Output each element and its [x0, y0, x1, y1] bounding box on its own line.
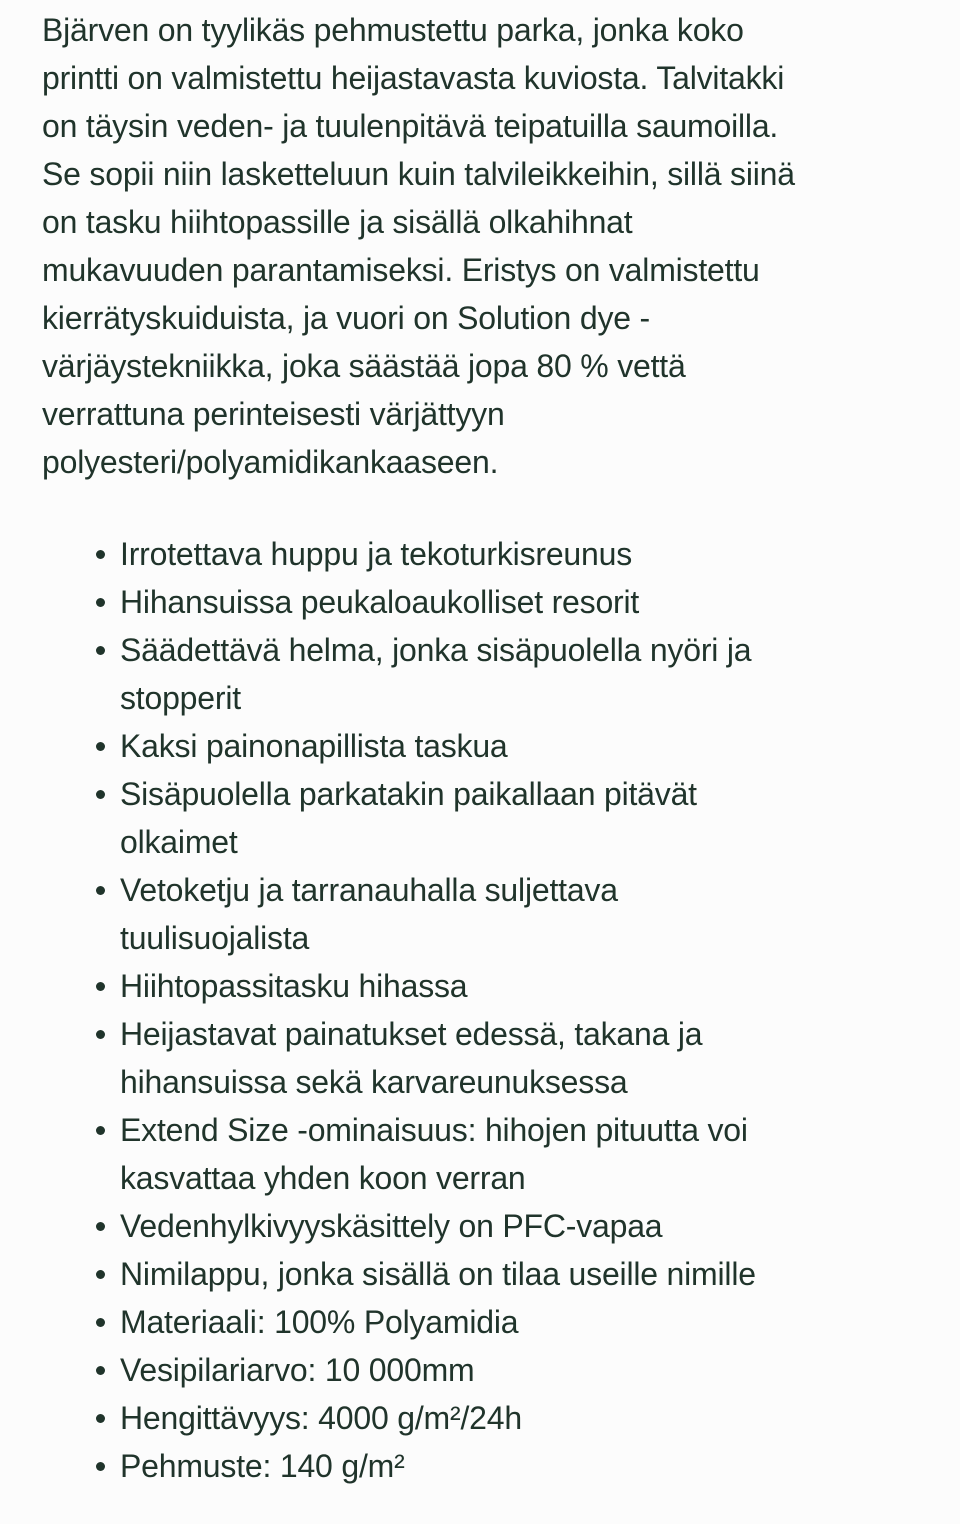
bullet-icon	[96, 1126, 105, 1135]
feature-text: Vedenhylkivyyskäsittely on PFC-vapaa	[120, 1208, 663, 1244]
bullet-icon	[96, 982, 105, 991]
feature-item	[42, 962, 800, 1010]
feature-text: Pehmuste: 140 g/m²	[120, 1448, 405, 1484]
feature-text: Heijastavat painatukset edessä, takana ja hihansuissa sekä karvareunuksessa	[120, 1016, 703, 1100]
bullet-icon	[96, 598, 105, 607]
bullet-icon	[96, 1030, 105, 1039]
description-paragraph	[42, 6, 912, 486]
feature-text: Säädettävä helma, jonka sisäpuolella nyöri ja stopperit	[120, 632, 752, 716]
bullet-icon	[96, 1414, 105, 1423]
feature-text: Kaksi painonapillista taskua	[120, 728, 508, 764]
bullet-icon	[96, 1318, 105, 1327]
feature-item	[42, 578, 800, 626]
feature-item	[42, 626, 800, 722]
feature-text: Hihansuissa peukaloaukolliset resorit	[120, 584, 640, 620]
feature-text: Vesipilariarvo: 10 000mm	[120, 1352, 475, 1388]
feature-item	[42, 770, 800, 866]
bullet-icon	[96, 550, 105, 559]
bullet-icon	[96, 742, 105, 751]
bullet-icon	[96, 886, 105, 895]
description-line: printti on valmistettu heijastavasta kuviosta. Talvitakki	[42, 60, 785, 96]
feature-text: Hengittävyys: 4000 g/m²/24h	[120, 1400, 522, 1436]
feature-text: Irrotettava huppu ja tekoturkisreunus	[120, 536, 633, 572]
feature-item	[42, 1346, 800, 1394]
feature-list	[42, 530, 800, 1490]
feature-text: Hiihtopassitasku hihassa	[120, 968, 468, 1004]
feature-item	[42, 866, 800, 962]
description-line: verrattuna perinteisesti värjättyyn	[42, 396, 505, 432]
description-line: Bjärven on tyylikäs pehmustettu parka, jonka koko	[42, 12, 744, 48]
feature-item	[42, 530, 800, 578]
description-line: mukavuuden parantamiseksi. Eristys on valmistettu	[42, 252, 760, 288]
bullet-icon	[96, 1366, 105, 1375]
feature-text: Nimilappu, jonka sisällä on tilaa useille nimille	[120, 1256, 756, 1292]
feature-item	[42, 1010, 800, 1106]
bullet-icon	[96, 790, 105, 799]
feature-text: Materiaali: 100% Polyamidia	[120, 1304, 519, 1340]
feature-item	[42, 1250, 800, 1298]
description-line: kierrätyskuiduista, ja vuori on Solution dye -	[42, 300, 650, 336]
bullet-icon	[96, 1222, 105, 1231]
description-line: värjäystekniikka, joka säästää jopa 80 % vettä	[42, 348, 686, 384]
feature-item	[42, 1298, 800, 1346]
bullet-icon	[96, 646, 105, 655]
feature-item	[42, 1442, 800, 1490]
description-line: on tasku hiihtopassille ja sisällä olkahihnat	[42, 204, 633, 240]
feature-text: Extend Size -ominaisuus: hihojen pituutta voi kasvattaa yhden koon verran	[120, 1112, 748, 1196]
feature-item	[42, 1394, 800, 1442]
feature-item	[42, 722, 800, 770]
description-line: on täysin veden- ja tuulenpitävä teipatuilla saumoilla.	[42, 108, 779, 144]
description-line: Se sopii niin lasketteluun kuin talvileikkeihin, sillä siinä	[42, 156, 795, 192]
feature-text: Sisäpuolella parkatakin paikallaan pitävät olkaimet	[120, 776, 697, 860]
feature-item	[42, 1202, 800, 1250]
feature-text: Vetoketju ja tarranauhalla suljettava tuulisuojalista	[120, 872, 618, 956]
feature-item	[42, 1106, 800, 1202]
description-line: polyesteri/polyamidikankaaseen.	[42, 444, 499, 480]
bullet-icon	[96, 1462, 105, 1471]
bullet-icon	[96, 1270, 105, 1279]
